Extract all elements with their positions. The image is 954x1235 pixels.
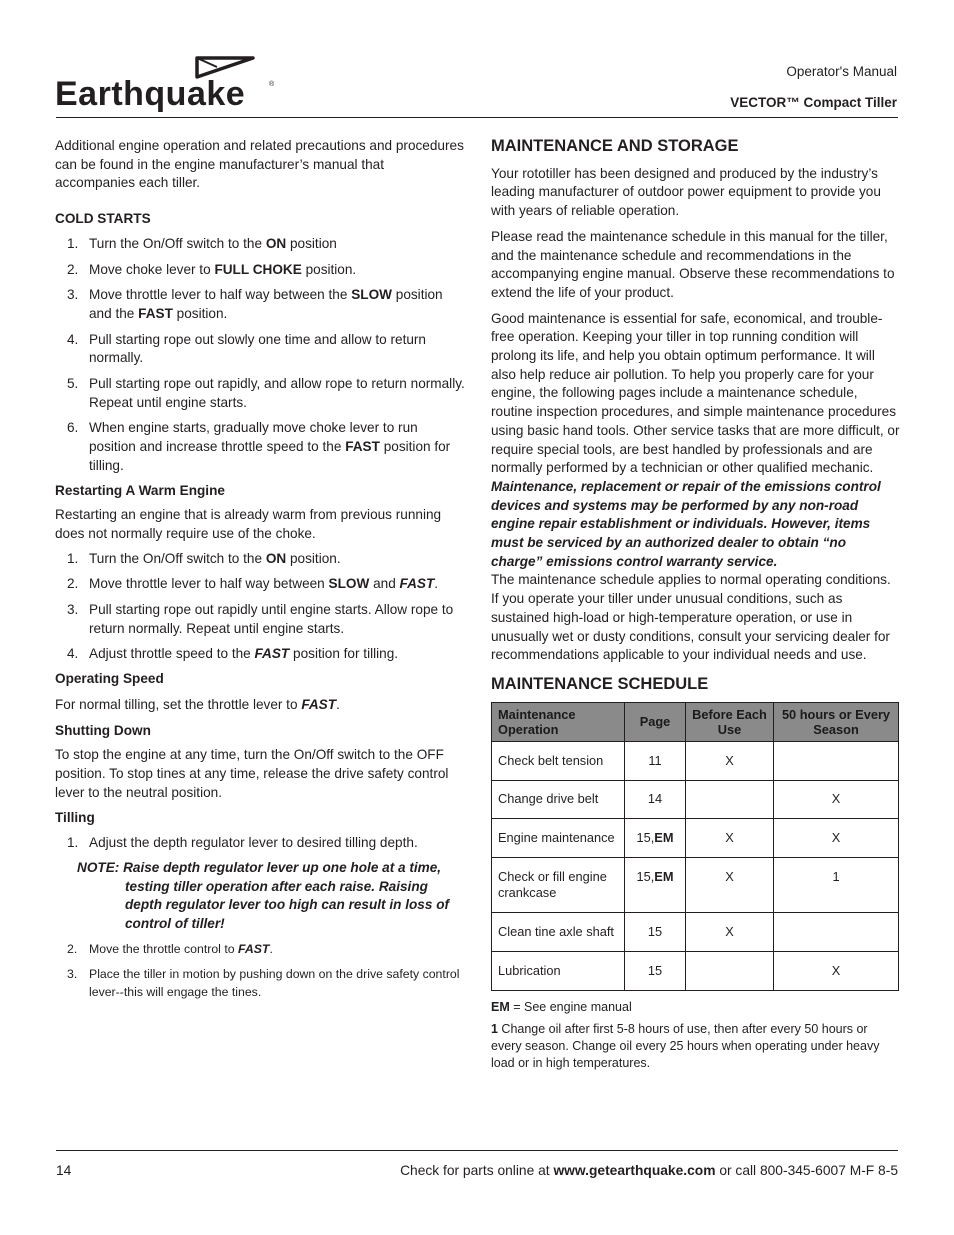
logo-mark-icon: [55, 55, 280, 117]
header-before-each-use: Before Each Use: [686, 702, 774, 741]
cell-50-hours: [774, 912, 899, 951]
cell-page: 15,EM: [625, 818, 686, 857]
list-item: [55, 550, 465, 569]
product-title: [730, 95, 897, 110]
list-text: Move throttle lever to half way between the SLOW position and the FAST position.: [89, 287, 443, 321]
cell-operation: Clean tine axle shaft: [492, 912, 625, 951]
maintenance-schedule-table: [491, 702, 899, 991]
tilling-list-continued: [55, 940, 465, 1001]
maintenance-paragraph-2: Please read the maintenance schedule in this manual for the tiller, and the maintenance schedule and recommendations in the accompanying engine manual. Observe these recommendations to extend the life of your product.: [491, 228, 895, 300]
list-number: 2.: [67, 576, 79, 592]
cell-50-hours: X: [774, 818, 899, 857]
header-page: Page: [625, 702, 686, 741]
table-row: [492, 780, 899, 818]
warm-engine-list: [55, 550, 465, 665]
cell-page: 11: [625, 741, 686, 780]
list-item: [55, 645, 465, 664]
header-rule: [56, 117, 898, 118]
footnote-1: [491, 1021, 901, 1072]
cell-before-each-use: X: [686, 912, 774, 951]
cell-operation: Check belt tension: [492, 741, 625, 780]
list-text: Move choke lever to FULL CHOKE position.: [89, 261, 357, 277]
tilling-note: NOTE: Raise depth regulator lever up one hole at a time, testing tiller operation after each raise. Raising depth regulator lever too high can result in loss of control of tiller!: [77, 859, 450, 931]
list-number: 4.: [67, 646, 79, 662]
cell-operation: Engine maintenance: [492, 818, 625, 857]
table-row: [492, 951, 899, 990]
product-name: Compact Tiller: [799, 95, 897, 110]
list-number: 3.: [67, 966, 78, 981]
svg-text:®: ®: [269, 81, 275, 88]
list-number: 1.: [67, 235, 79, 251]
table-row: [492, 912, 899, 951]
em-text: = See engine manual: [509, 999, 632, 1014]
list-text: Adjust the depth regulator lever to desired tilling depth.: [89, 835, 418, 851]
list-text: Turn the On/Off switch to the ON position.: [89, 550, 341, 566]
cell-operation: Check or fill engine crankcase: [492, 857, 625, 912]
manual-title: Operator's Manual: [786, 64, 897, 79]
maintenance-paragraph-3: Good maintenance is essential for safe, economical, and trouble-free operation. Keeping your tiller in top running condition will prolong its life, and help you obtain optimum performance. It will also help reduce air pollution. To help you properly care for your engine, the following pages include a maintenance schedule, routine inspection procedures, and simple maintenance procedures using basic hand tools. Other service tasks that are more difficult, or require special tools, are best handled by professionals and are normally performed by a technician or other qualified mechanic.: [491, 310, 900, 476]
cell-50-hours: 1: [774, 857, 899, 912]
page-number: 14: [56, 1163, 72, 1178]
list-number: 3.: [67, 287, 79, 303]
product-brand: VECTOR™: [730, 95, 800, 110]
list-text: Pull starting rope out rapidly, and allow rope to return normally. Repeat until engine starts.: [89, 376, 465, 410]
left-column: [55, 137, 465, 1001]
list-text: Pull starting rope out rapidly until engine starts. Allow rope to return normally. Repeat until engine starts.: [89, 602, 454, 636]
cell-page: 14: [625, 780, 686, 818]
list-text: Adjust throttle speed to the FAST position for tilling.: [89, 646, 399, 662]
cell-before-each-use: X: [686, 818, 774, 857]
list-item: [55, 940, 465, 958]
earthquake-logo: [55, 55, 280, 122]
list-number: 1.: [67, 835, 79, 851]
cell-before-each-use: X: [686, 741, 774, 780]
maintenance-paragraph-4: The maintenance schedule applies to normal operating conditions. If you operate your tiller under unusual conditions, such as sustained high-load or high-temperature operation, or use in unusually wet or dusty conditions, consult your servicing dealer for recommendations applicable to your individual needs and use.: [491, 572, 891, 663]
cold-starts-heading: COLD STARTS: [55, 211, 151, 227]
header-50-hours: 50 hours or Every Season: [774, 702, 899, 741]
cell-operation: Lubrication: [492, 951, 625, 990]
list-number: 2.: [67, 941, 78, 956]
em-key: EM: [491, 999, 510, 1014]
list-item: [55, 331, 465, 368]
cell-50-hours: X: [774, 780, 899, 818]
list-text: Pull starting rope out slowly one time and allow to return normally.: [89, 331, 426, 366]
cell-50-hours: [774, 741, 899, 780]
header-operation: Maintenance Operation: [492, 702, 625, 741]
list-text: When engine starts, gradually move choke lever to run position and increase throttle speed to the FAST position for tilling.: [89, 420, 451, 473]
list-item: [55, 575, 465, 594]
list-number: 1.: [67, 550, 79, 566]
operating-speed-heading: Operating Speed: [55, 671, 164, 687]
maintenance-storage-heading: MAINTENANCE AND STORAGE: [491, 137, 739, 155]
table-row: [492, 857, 899, 912]
cell-50-hours: X: [774, 951, 899, 990]
footer-contact: [400, 1163, 898, 1178]
tilling-list: [55, 834, 465, 853]
footer-text-before: Check for parts online at: [400, 1163, 554, 1178]
footer-url[interactable]: www.getearthquake.com: [553, 1163, 716, 1178]
list-number: 5.: [67, 376, 79, 392]
footnote-text: Change oil after first 5-8 hours of use, then after every 50 hours or every season. Change oil every 25 hours when operating under heavy load or in high temperatures.: [491, 1021, 880, 1070]
list-text: Move throttle lever to half way between SLOW and FAST.: [89, 576, 439, 592]
shutting-down-heading: Shutting Down: [55, 722, 151, 738]
shutting-down-text: To stop the engine at any time, turn the On/Off switch to the OFF position. To stop tines at any time, release the drive safety control lever to the neutral position.: [55, 747, 449, 800]
table-header-row: [492, 702, 899, 741]
operating-speed-text: For normal tilling, set the throttle lever to FAST.: [55, 696, 340, 712]
cell-page: 15,EM: [625, 857, 686, 912]
cell-page: 15: [625, 951, 686, 990]
list-number: 6.: [67, 420, 79, 436]
list-number: 3.: [67, 602, 79, 618]
tilling-heading: Tilling: [55, 810, 95, 826]
cell-operation: Change drive belt: [492, 780, 625, 818]
warm-engine-heading: Restarting A Warm Engine: [55, 482, 225, 498]
emissions-warning: Maintenance, replacement or repair of the emissions control devices and systems may be performed by any non-road engine repair establishment or individuals. However, items must be serviced by an authorized dealer to obtain “no charge” emissions control warranty service.: [491, 478, 881, 569]
svg-text:Earthquake: Earthquake: [55, 75, 246, 113]
cell-before-each-use: [686, 951, 774, 990]
cold-starts-list: [55, 235, 465, 476]
list-item: [55, 235, 465, 254]
list-number: 2.: [67, 261, 79, 277]
right-column: [491, 137, 901, 1072]
list-item: [55, 375, 465, 412]
list-item: [55, 601, 465, 638]
footnote-key: 1: [491, 1021, 498, 1036]
list-item: [55, 965, 465, 1001]
footer-rule: [56, 1150, 898, 1151]
list-item: [55, 419, 465, 475]
maintenance-paragraph-1: Your rototiller has been designed and produced by the industry’s leading manufacturer of outdoor power equipment to provide you with years of reliable operation.: [491, 165, 881, 219]
list-item: [55, 261, 465, 280]
list-text: Move the throttle control to FAST.: [89, 941, 273, 956]
list-item: [55, 286, 465, 323]
warm-intro: Restarting an engine that is already warm from previous running does not normally require use of the choke.: [55, 507, 442, 541]
footer-text-after: or call 800-345-6007 M-F 8-5: [715, 1163, 898, 1178]
em-legend: [491, 999, 901, 1015]
list-number: 4.: [67, 331, 79, 347]
table-row: [492, 818, 899, 857]
cell-before-each-use: X: [686, 857, 774, 912]
cell-page: 15: [625, 912, 686, 951]
cell-before-each-use: [686, 780, 774, 818]
list-item: [55, 834, 465, 853]
list-text: Turn the On/Off switch to the ON position: [89, 235, 337, 251]
maintenance-schedule-heading: MAINTENANCE SCHEDULE: [491, 674, 709, 693]
intro-paragraph: Additional engine operation and related precautions and procedures can be found in the engine manufacturer’s manual that accompanies each tiller.: [55, 138, 464, 191]
list-text: Place the tiller in motion by pushing down on the drive safety control lever--this will engage the tines.: [89, 966, 460, 999]
table-row: [492, 741, 899, 780]
